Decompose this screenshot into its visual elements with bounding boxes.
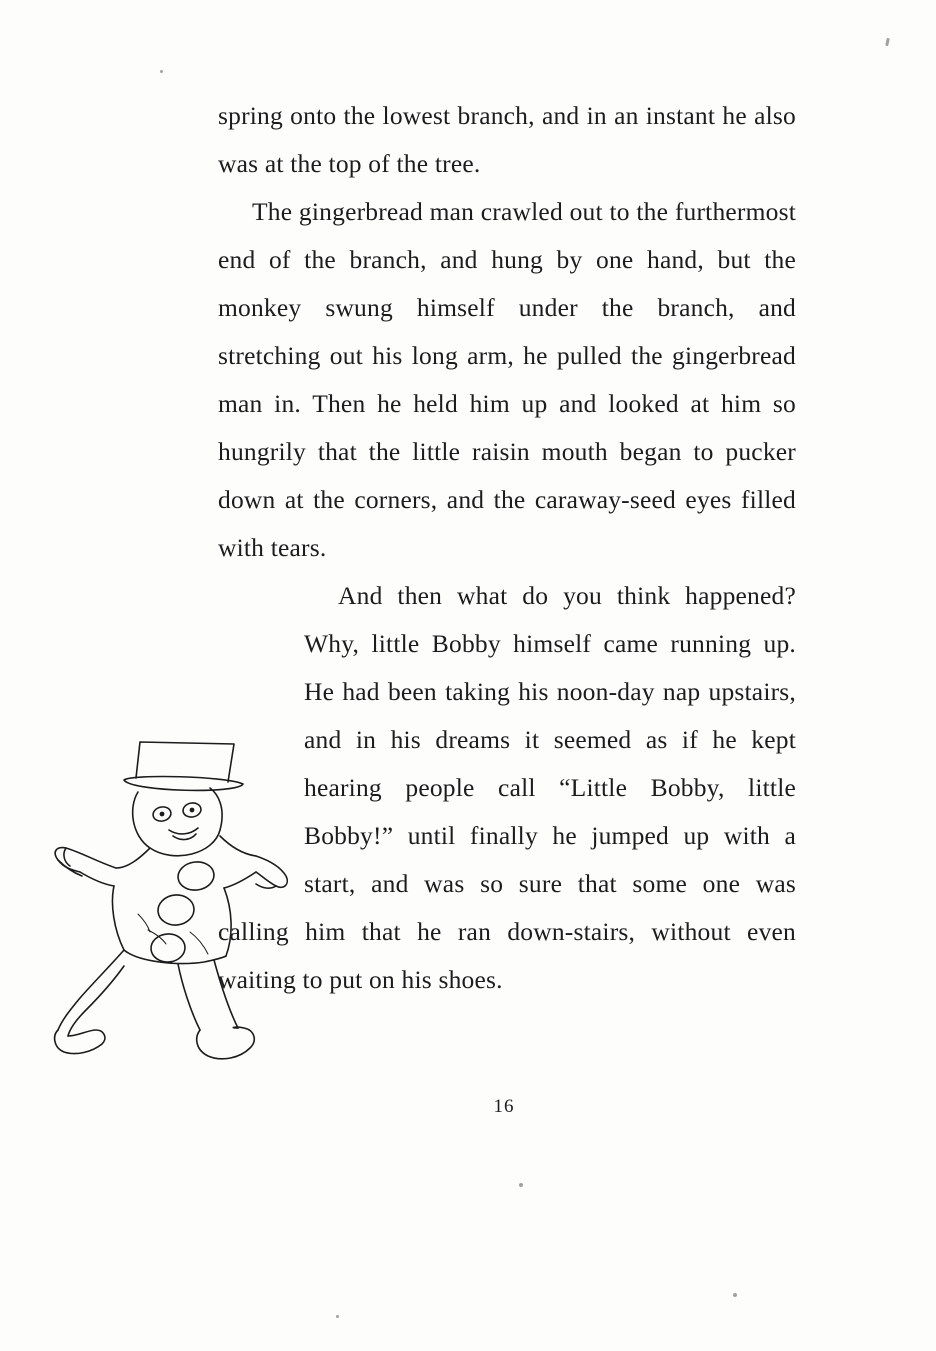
page-number	[0, 1096, 936, 1118]
paragraph-2: The gingerbread man crawled out to the furthermost end of the branch, and hung by one hand, but the monkey swung himself under the branch, and stretching out his long arm, he pulled the gingerbread man in. Then he held him up and looked at him so hungrily that the little raisin mouth began to pucker down at the corners, and the caraway-seed eyes filled with tears.	[218, 197, 796, 562]
paragraph-1: spring onto the lowest branch, and in an instant he also was at the top of the tree.	[218, 101, 796, 178]
scan-speck	[885, 38, 890, 46]
gingerbread-man-illustration	[28, 718, 288, 1078]
text-column	[218, 92, 796, 1004]
scan-speck	[160, 70, 163, 73]
scan-speck	[733, 1293, 737, 1297]
paragraph-3	[218, 572, 796, 1004]
page-number-value: 16	[493, 1096, 515, 1117]
paragraph-3-text: And then what do you think happened? Why, little Bobby himself came running up. He had been taking his noon-day nap upstairs, and in his dreams it seemed as if he kept hearing people call “Little Bobby, little Bobby!” until finally he jumped up with a start, and was so sure that some one was calling him that he ran down-stairs, without even waiting to put on his shoes.	[218, 581, 796, 994]
scan-speck	[519, 1183, 523, 1187]
scan-speck	[336, 1315, 339, 1318]
